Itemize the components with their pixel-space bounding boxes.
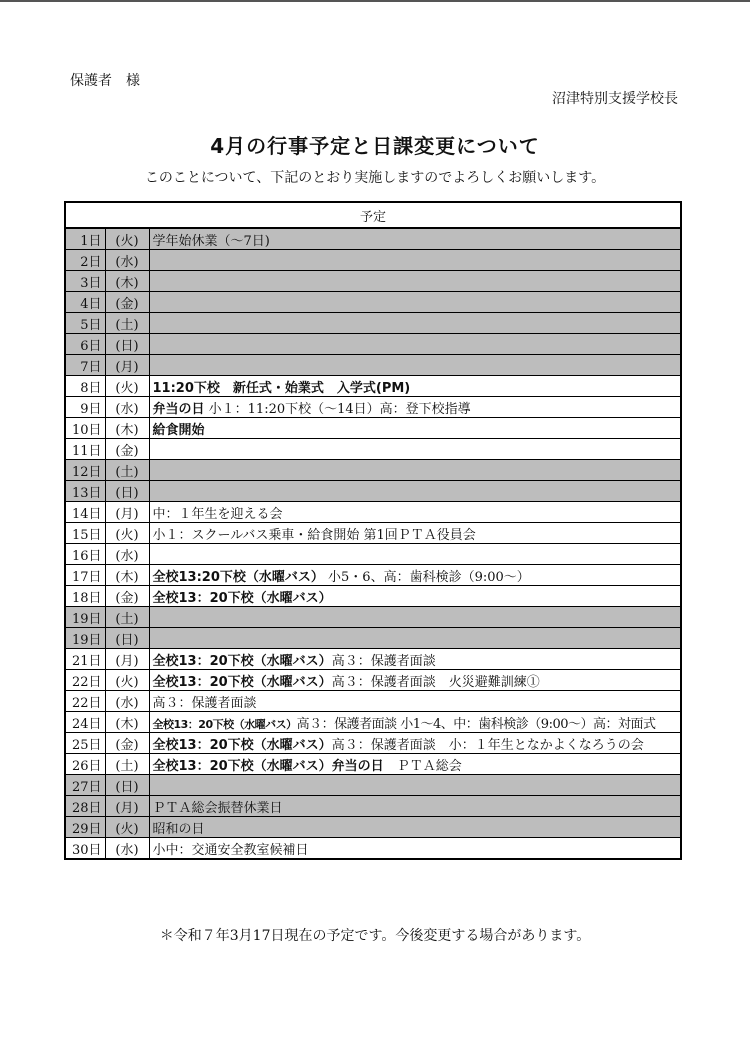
event-text: 高３：保護者面談 xyxy=(152,695,257,711)
row-events xyxy=(149,292,681,313)
event-text-bold: 給食開始 xyxy=(152,422,205,438)
row-date: 26日 xyxy=(65,754,105,775)
row-weekday: (月) xyxy=(105,796,149,817)
row-weekday: (日) xyxy=(105,481,149,502)
schedule-row xyxy=(65,228,681,250)
row-weekday: (木) xyxy=(105,565,149,586)
row-weekday: (水) xyxy=(105,691,149,712)
row-events xyxy=(149,460,681,481)
row-weekday: (月) xyxy=(105,502,149,523)
event-text-bold: 全校13：20下校（水曜バス） xyxy=(152,590,332,606)
row-date: 11日 xyxy=(65,439,105,460)
event-text: 高３：保護者面談 火災避難訓練① xyxy=(331,674,540,690)
row-date: 10日 xyxy=(65,418,105,439)
intro-text: このことについて、下記のとおり実施しますのでよろしくお願いします。 xyxy=(144,170,606,186)
row-weekday: (火) xyxy=(105,228,149,250)
schedule-row xyxy=(65,649,681,670)
schedule-row xyxy=(65,733,681,754)
row-weekday: (水) xyxy=(105,397,149,418)
row-date: 2日 xyxy=(65,250,105,271)
row-events xyxy=(149,670,681,691)
row-events xyxy=(149,607,681,628)
schedule-row xyxy=(65,691,681,712)
row-date: 29日 xyxy=(65,817,105,838)
row-weekday: (火) xyxy=(105,817,149,838)
schedule-row xyxy=(65,481,681,502)
event-text: 小１：11:20下校（〜14日）高：登下校指導 xyxy=(204,401,471,417)
sender-name: 沼津特別支援学校長 xyxy=(552,91,678,107)
row-date: 17日 xyxy=(65,565,105,586)
schedule-row xyxy=(65,334,681,355)
row-weekday: (木) xyxy=(105,418,149,439)
row-weekday: (水) xyxy=(105,250,149,271)
row-weekday: (日) xyxy=(105,628,149,649)
row-date: 15日 xyxy=(65,523,105,544)
row-events xyxy=(149,376,681,397)
event-text-bold: 弁当の日 xyxy=(152,401,205,417)
top-border-line xyxy=(0,0,750,2)
row-events xyxy=(149,271,681,292)
schedule-row xyxy=(65,838,681,860)
row-weekday: (火) xyxy=(105,670,149,691)
schedule-row xyxy=(65,796,681,817)
row-date: 24日 xyxy=(65,712,105,733)
row-weekday: (火) xyxy=(105,523,149,544)
row-events xyxy=(149,250,681,271)
schedule-row xyxy=(65,586,681,607)
event-text-bold: 全校13：20下校（水曜バス） xyxy=(152,717,297,731)
event-text: 高３：保護者面談 小1〜4、中：歯科検診（9:00〜）高：対面式 xyxy=(296,716,656,732)
event-text: 学年始休業（〜7日) xyxy=(152,233,270,249)
row-events xyxy=(149,796,681,817)
schedule-row xyxy=(65,817,681,838)
event-text: 小5・6、高：歯科検診（9:00〜） xyxy=(323,569,530,585)
event-text-bold: 全校13：20下校（水曜バス） xyxy=(152,653,332,669)
event-text: ＰＴＡ総会 xyxy=(383,758,462,774)
row-events xyxy=(149,565,681,586)
schedule-row xyxy=(65,439,681,460)
event-text: 高３：保護者面談 xyxy=(331,653,436,669)
event-text-bold: 全校13：20下校（水曜バス） xyxy=(152,737,332,753)
schedule-row xyxy=(65,670,681,691)
row-date: 4日 xyxy=(65,292,105,313)
row-date: 19日 xyxy=(65,628,105,649)
row-date: 3日 xyxy=(65,271,105,292)
row-date: 12日 xyxy=(65,460,105,481)
event-text: 中：１年生を迎える会 xyxy=(152,506,283,522)
schedule-row xyxy=(65,460,681,481)
row-date: 14日 xyxy=(65,502,105,523)
event-text-bold: 全校13：20下校（水曜バス） xyxy=(152,674,332,690)
row-weekday: (土) xyxy=(105,460,149,481)
schedule-body xyxy=(65,228,681,859)
row-events xyxy=(149,733,681,754)
row-date: 6日 xyxy=(65,334,105,355)
row-weekday: (日) xyxy=(105,334,149,355)
row-weekday: (土) xyxy=(105,607,149,628)
row-events xyxy=(149,334,681,355)
event-text-bold: 11:20下校 新任式・始業式 入学式(PM) xyxy=(152,380,411,396)
row-date: 28日 xyxy=(65,796,105,817)
schedule-row xyxy=(65,397,681,418)
event-text: 小１：スクールバス乗車・給食開始 第1回ＰＴＡ役員会 xyxy=(152,527,476,543)
row-weekday: (月) xyxy=(105,649,149,670)
schedule-row xyxy=(65,502,681,523)
row-events xyxy=(149,523,681,544)
row-weekday: (金) xyxy=(105,439,149,460)
row-weekday: (月) xyxy=(105,355,149,376)
row-date: 18日 xyxy=(65,586,105,607)
schedule-row xyxy=(65,544,681,565)
row-date: 5日 xyxy=(65,313,105,334)
row-weekday: (日) xyxy=(105,775,149,796)
row-weekday: (水) xyxy=(105,838,149,860)
row-weekday: (金) xyxy=(105,586,149,607)
footnote: ＊令和７年3月17日現在の予定です。今後変更する場合があります。 xyxy=(159,928,591,944)
event-text-bold: 全校13:20下校（水曜バス） xyxy=(152,569,324,585)
row-events xyxy=(149,313,681,334)
row-events xyxy=(149,481,681,502)
schedule-row xyxy=(65,376,681,397)
row-events xyxy=(149,544,681,565)
row-events xyxy=(149,586,681,607)
row-date: 16日 xyxy=(65,544,105,565)
row-date: 21日 xyxy=(65,649,105,670)
row-events xyxy=(149,691,681,712)
schedule-row xyxy=(65,523,681,544)
schedule-header: 予定 xyxy=(65,202,681,228)
row-date: 8日 xyxy=(65,376,105,397)
row-events xyxy=(149,775,681,796)
schedule-row xyxy=(65,607,681,628)
addressee: 保護者 様 xyxy=(70,73,140,89)
event-text-bold: 全校13：20下校（水曜バス）弁当の日 xyxy=(152,758,384,774)
schedule-row xyxy=(65,271,681,292)
row-events xyxy=(149,228,681,250)
event-text: ＰＴＡ総会振替休業日 xyxy=(152,800,283,816)
schedule-row xyxy=(65,628,681,649)
schedule-row xyxy=(65,418,681,439)
schedule-table xyxy=(64,201,682,860)
row-events xyxy=(149,418,681,439)
row-date: 22日 xyxy=(65,691,105,712)
row-events xyxy=(149,712,681,733)
row-weekday: (土) xyxy=(105,754,149,775)
event-text: 小中：交通安全教室候補日 xyxy=(152,842,309,858)
row-events xyxy=(149,397,681,418)
row-date: 30日 xyxy=(65,838,105,860)
row-date: 25日 xyxy=(65,733,105,754)
schedule-row xyxy=(65,565,681,586)
row-events xyxy=(149,817,681,838)
schedule-row xyxy=(65,292,681,313)
row-events xyxy=(149,838,681,860)
row-weekday: (金) xyxy=(105,733,149,754)
row-date: 9日 xyxy=(65,397,105,418)
row-events xyxy=(149,628,681,649)
row-date: 13日 xyxy=(65,481,105,502)
schedule-row xyxy=(65,355,681,376)
row-date: 1日 xyxy=(65,228,105,250)
row-date: 19日 xyxy=(65,607,105,628)
row-date: 22日 xyxy=(65,670,105,691)
schedule-row xyxy=(65,712,681,733)
event-text: 高３：保護者面談 小：１年生となかよくなろうの会 xyxy=(331,737,644,753)
row-events xyxy=(149,439,681,460)
schedule-row xyxy=(65,313,681,334)
row-events xyxy=(149,502,681,523)
row-weekday: (土) xyxy=(105,313,149,334)
row-events xyxy=(149,754,681,775)
row-weekday: (火) xyxy=(105,376,149,397)
row-weekday: (金) xyxy=(105,292,149,313)
row-date: 27日 xyxy=(65,775,105,796)
schedule-row xyxy=(65,775,681,796)
event-text: 昭和の日 xyxy=(152,821,205,837)
schedule-header-row xyxy=(65,202,681,228)
row-weekday: (水) xyxy=(105,544,149,565)
row-events xyxy=(149,649,681,670)
page-title: 4月の行事予定と日課変更について xyxy=(210,134,540,158)
row-weekday: (木) xyxy=(105,271,149,292)
schedule-row xyxy=(65,250,681,271)
schedule-row xyxy=(65,754,681,775)
row-weekday: (木) xyxy=(105,712,149,733)
row-events xyxy=(149,355,681,376)
row-date: 7日 xyxy=(65,355,105,376)
